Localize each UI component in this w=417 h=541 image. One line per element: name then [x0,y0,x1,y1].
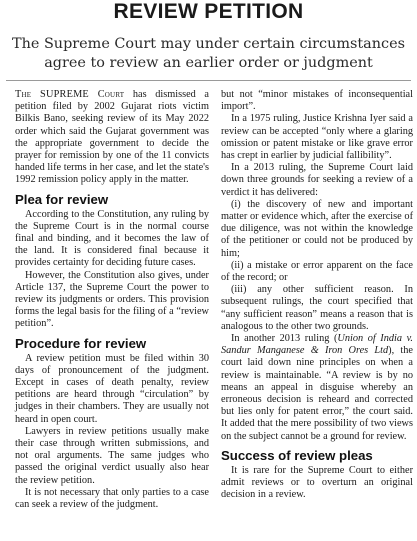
paragraph-constitution: According to the Constitution, any ruling by the Supreme Court is in the normal course final and binding, and it becomes the law of the land. It is considered final because it provides certainty for deciding future cases. [15,208,209,269]
paragraph-1975-ruling: In a 1975 ruling, Justice Krishna Iyer said a review can be accepted “only where a glaring omission or patent mistake or like grave error has crept in earlier by judicial fallibility”. [221,113,413,162]
subhead-success: Success of review pleas [221,447,373,463]
paragraph-minor-mistakes: but not “minor mistakes of inconsequential import”. [221,89,413,113]
ground-ii: (ii) a mistake or error apparent on the face of the record; or [221,259,413,284]
paragraph-2013-grounds: In a 2013 ruling, the Supreme Court laid down three grounds for seeking a review of a verdict it has delivered: [221,162,413,198]
ground-iii: (iii) any other sufficient reason. In subsequent rulings, the court specified that “any sufficient reason” means a reason that is analogous to the other two grounds. [221,284,413,332]
headline: REVIEW PETITION [113,0,304,23]
intro-text: has dismissed a petition filed by 2002 Gujarat riots victim Bilkis Bano, seeking review of its May 2022 order which said the Gujarat government was the appropriate government to decide the prayer for remission by one of the 11 convicts handed life terms in her case, and let the state's 1992 remission policy apply in the matter. [15,89,210,186]
paragraph-written-submissions: Lawyers in review petitions usually make their case through written submissions, and not oral arguments. The same judges who passed the original verdict usually also hear the review petition. [15,425,209,486]
paragraph-article-137: However, the Constitution also gives, under Article 137, the Supreme Court the power to review its judgments or orders. This provision forms the legal basis for the filing of a “review petition”. [15,269,209,330]
left-column [15,89,209,511]
sandur-text-start: In another 2013 ruling ( [231,333,338,345]
right-column [221,89,413,502]
paragraph-parties: It is not necessary that only parties to a case can seek a review of the judgment. [15,486,209,511]
ground-i: (i) the discovery of new and important matter or evidence which, after the exercise of due diligence, was not within the knowledge of the petitioner or could not be produced by him; [221,198,413,259]
deck-subtitle: The Supreme Court may under certain circumstances agree to review an earlier order or judgment [11,36,405,71]
divider-rule [6,80,411,81]
subhead-plea-for-review: Plea for review [15,191,109,207]
paragraph-filing-window: A review petition must be filed within 30 days of pronouncement of the judgment. Except in cases of death penalty, review petitions are heard through “circulation” by judges in their chambers. They are usually not heard in open court. [15,352,209,425]
intro-lead-in: The SUPREME Court [15,89,125,100]
paragraph-sandur-ruling [221,333,413,443]
intro-paragraph [15,89,209,187]
paragraph-rare-reviews: It is rare for the Supreme Court to either admit reviews or to overturn an original decision in a review. [221,464,413,501]
subhead-procedure: Procedure for review [15,335,147,351]
case-name: Union of India v. Sandur Manganese & Iron Ores Ltd [221,333,413,357]
sandur-text-end: ), the court laid down nine principles on when a review is maintainable. “A review is by no means an appeal in disguise whereby an erroneous decision is reheard and corrected but lies only for patent error,” the court said. It added that the mere possibility of two views on the subject cannot be a ground for review. [221,345,413,442]
